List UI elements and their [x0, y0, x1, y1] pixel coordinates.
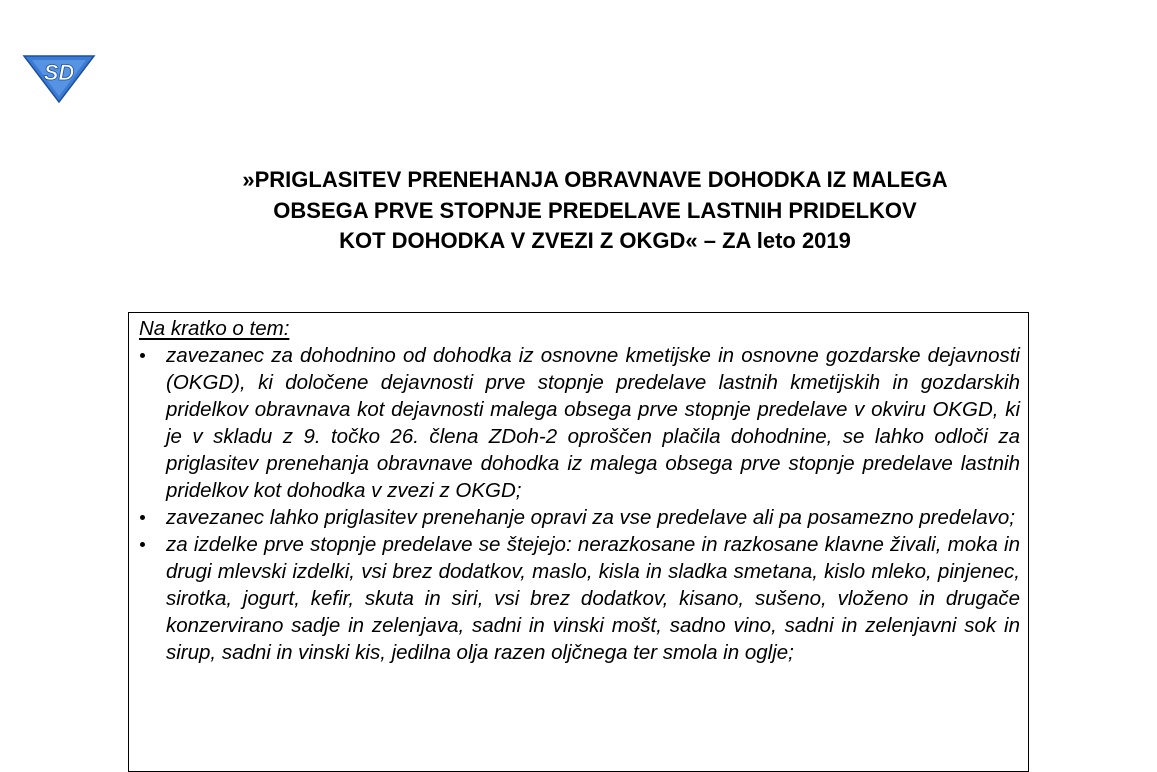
sd-logo — [22, 50, 96, 104]
summary-heading: Na kratko o tem: — [139, 317, 290, 340]
shield-logo-icon — [22, 50, 96, 104]
title-line-3: KOT DOHODKA V ZVEZI Z OKGD« – ZA leto 2019 — [339, 228, 851, 253]
bullet-icon — [140, 542, 145, 547]
summary-bullet-list — [129, 342, 1028, 666]
list-item — [129, 504, 1028, 531]
list-item — [129, 342, 1028, 504]
summary-box — [128, 312, 1029, 772]
document-title — [100, 165, 1090, 257]
bullet-text: zavezanec za dohodnino od dohodka iz osnovne kmetijske in osnovne gozdarske dejavnosti (OKGD), ki določene dejavnosti prve stopnje predelave lastnih kmetijskih in gozdarskih pridelkov obravnava kot dejavnosti malega obsega prve stopnje predelave v okviru OKGD, ki je v skladu z 9. točko 26. člena ZDoh-2 oproščen plačila dohodnine, se lahko odloči za priglasitev prenehanja obravnave dohodka iz malega obsega prve stopnje predelave lastnih pridelkov kot dohodka v zvezi z OKGD; — [166, 344, 1020, 502]
list-item — [129, 531, 1028, 666]
bullet-icon — [140, 515, 145, 520]
bullet-text: za izdelke prve stopnje predelave se štejejo: nerazkosane in razkosane klavne živali, moka in drugi mlevski izdelki, vsi brez dodatkov, maslo, kisla in sladka smetana, kislo mleko, pinjenec, sirotka, jogurt, kefir, skuta in siri, vsi brez dodatkov, kisano, sušeno, vloženo in drugače konzervirano sadje in zelenjava, sadni in vinski mošt, sadno vino, sadni in zelenjavni sok in sirup, sadni in vinski kis, jedilna olja razen oljčnega ter smola in oglje; — [166, 533, 1020, 664]
title-line-2: OBSEGA PRVE STOPNJE PREDELAVE LASTNIH PRIDELKOV — [273, 197, 917, 223]
bullet-icon — [140, 353, 145, 358]
logo-text: SD — [43, 60, 75, 85]
bullet-text: zavezanec lahko priglasitev prenehanje opravi za vse predelave ali pa posamezno predelavo; — [166, 506, 1015, 529]
title-line-1: »PRIGLASITEV PRENEHANJA OBRAVNAVE DOHODKA IZ MALEGA — [242, 167, 948, 192]
